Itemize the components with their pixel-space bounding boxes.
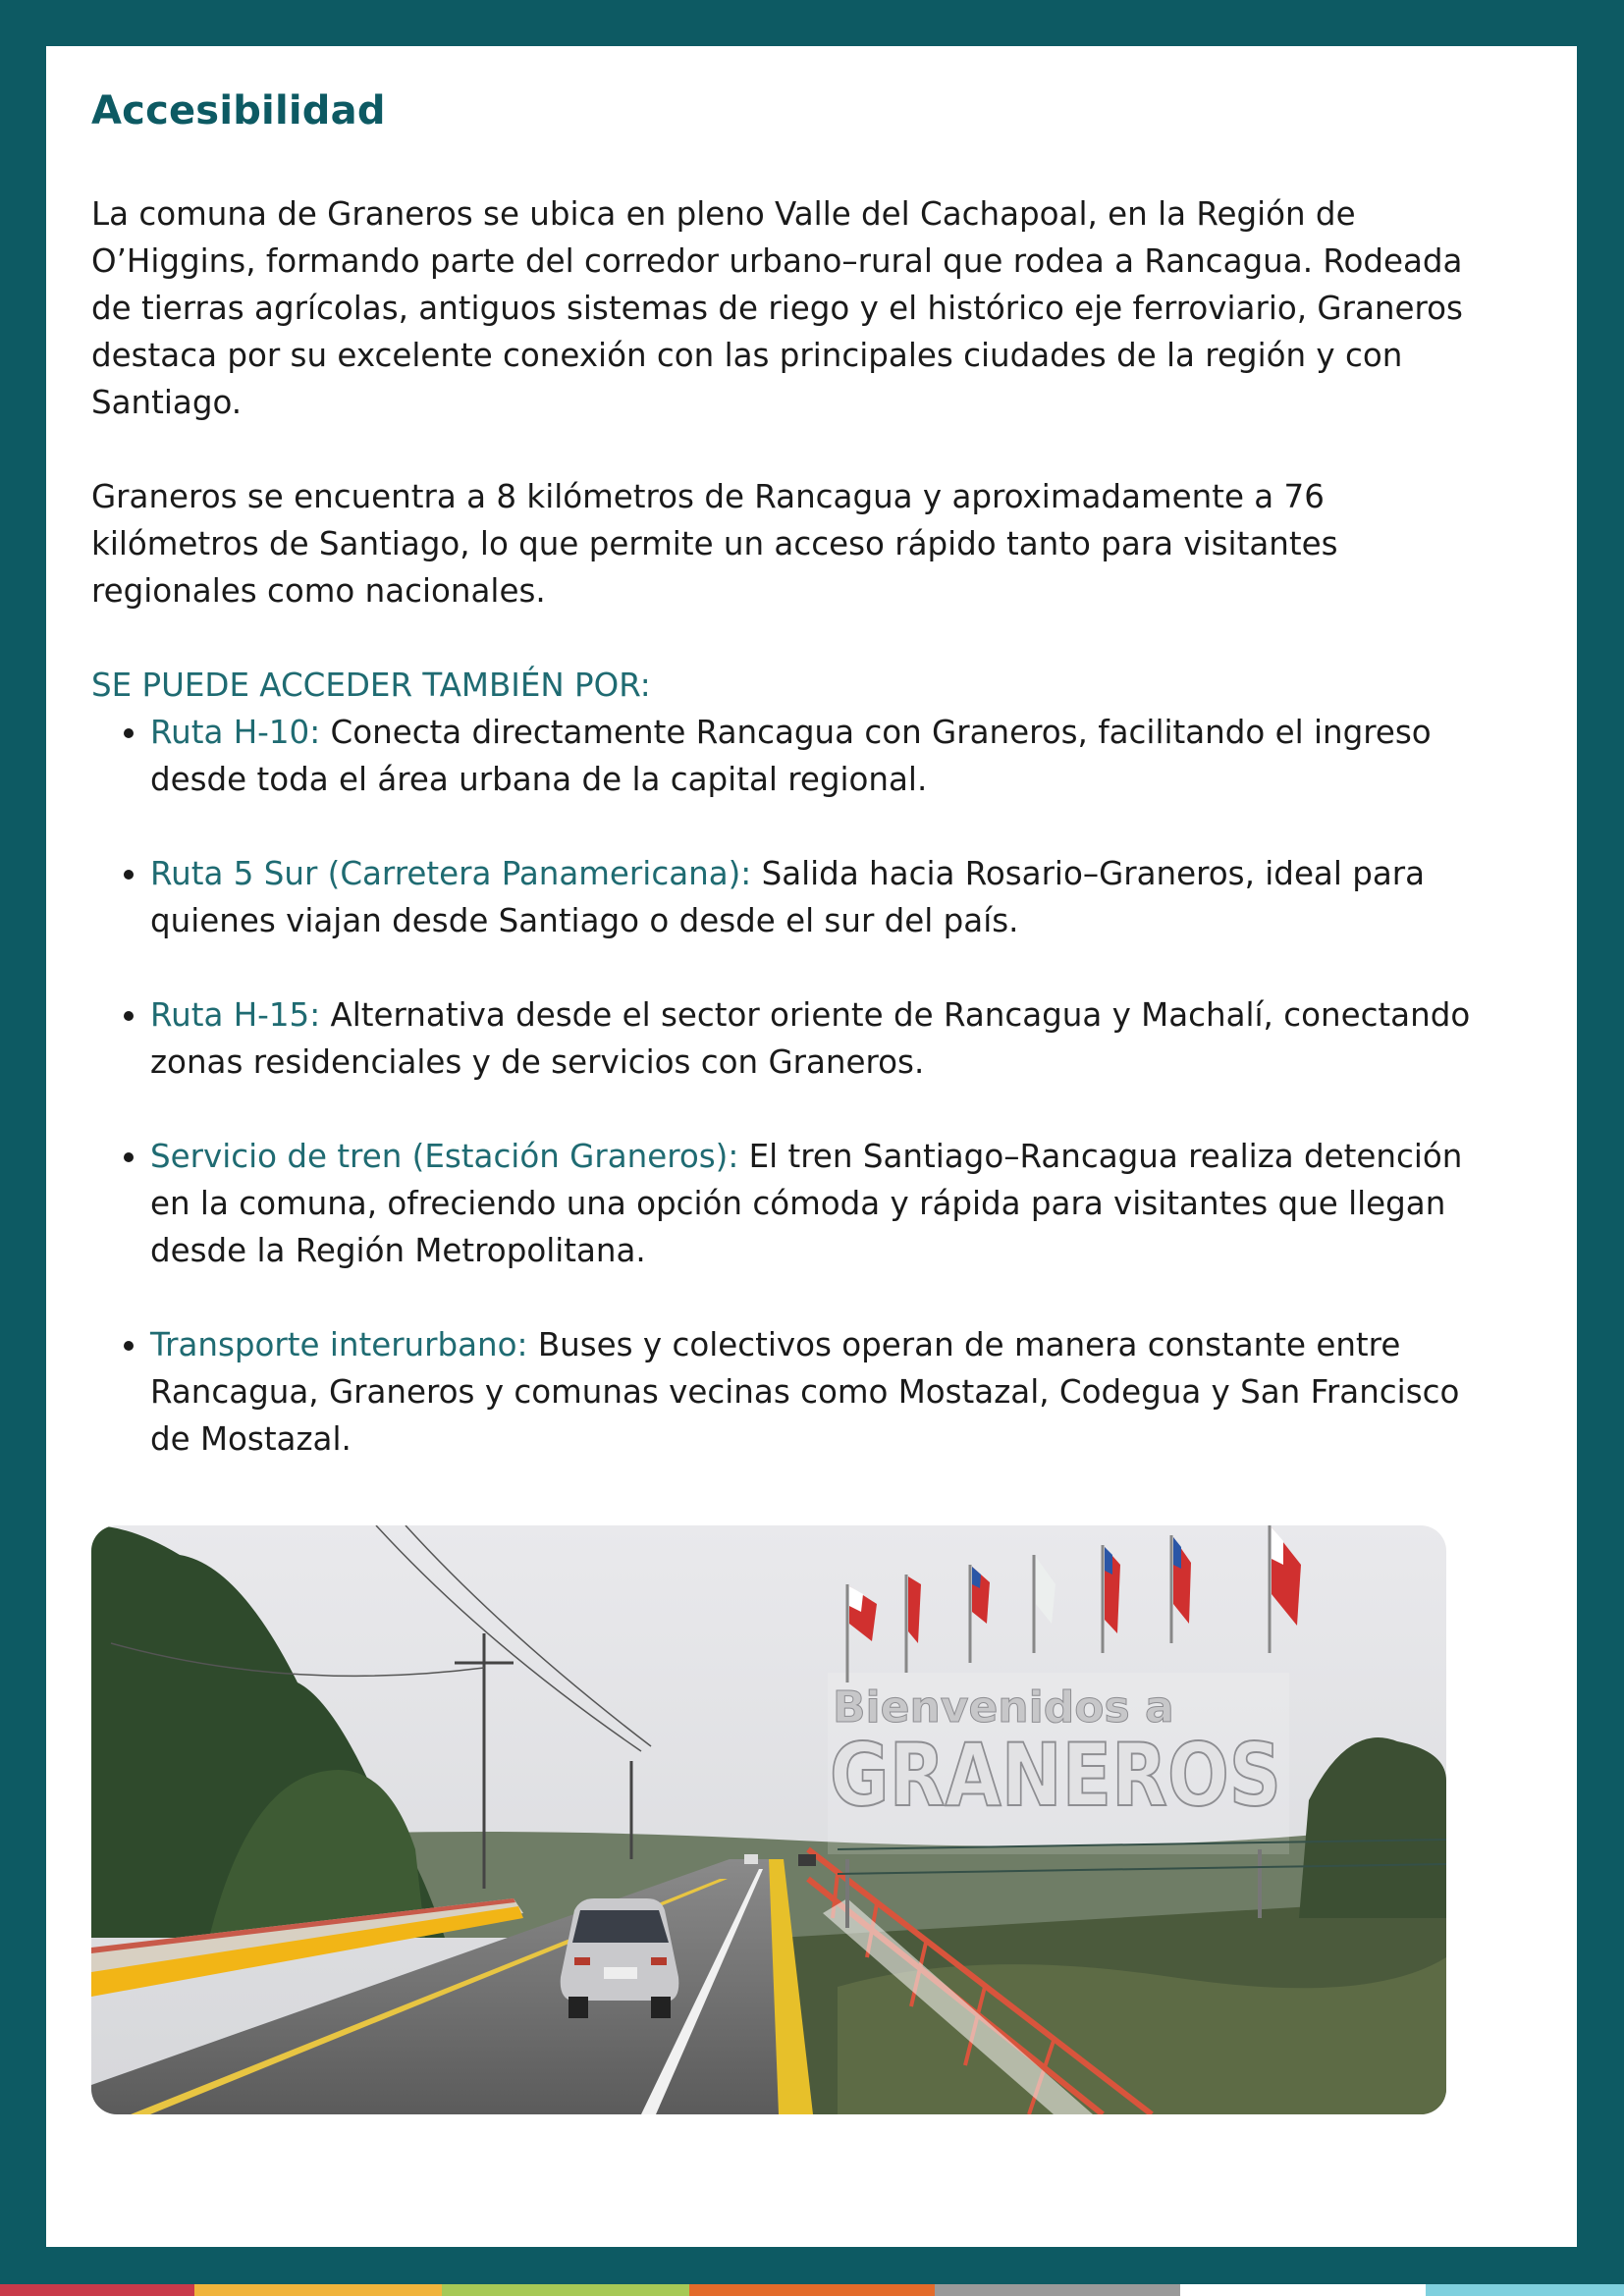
route-description: Conecta directamente Rancagua con Graneros, facilitando el ingreso desde toda el área urbana de la capital regional. <box>150 714 1432 798</box>
distance-paragraph: Graneros se encuentra a 8 kilómetros de Rancagua y aproximadamente a 76 kilómetros de Santiago, lo que permite un acceso rápido tanto para visitantes regionales como nacionales. <box>91 478 1338 610</box>
route-description: El tren Santiago–Rancagua realiza detención en la comuna, ofreciendo una opción cómoda y rápida para visitantes que llegan desde la Región Metropolitana. <box>150 1138 1463 1269</box>
route-description: Salida hacia Rosario–Graneros, ideal para quienes viajan desde Santiago o desde el sur del país. <box>150 855 1426 939</box>
list-item <box>150 1133 1486 1274</box>
stripe <box>0 2284 194 2296</box>
route-description: Buses y colectivos operan de manera constante entre Rancagua, Graneros y comunas vecinas como Mostazal, Codegua y San Francisco de Mostazal. <box>150 1326 1460 1458</box>
list-item <box>150 991 1486 1086</box>
distant-car <box>744 1854 758 1864</box>
route-term: Transporte interurbano: <box>150 1326 528 1363</box>
stripe <box>1426 2284 1624 2296</box>
access-list <box>91 709 1486 1463</box>
car <box>561 1898 679 2018</box>
stripe <box>1180 2284 1426 2296</box>
list-item <box>150 709 1486 803</box>
page-title: Accesibilidad <box>91 88 386 133</box>
footer-color-stripes <box>0 2284 1624 2296</box>
route-term: Servicio de tren (Estación Graneros): <box>150 1138 739 1175</box>
content <box>91 88 1486 1510</box>
sign-line-2: GRANEROS <box>830 1725 1281 1826</box>
access-subheading: SE PUEDE ACCEDER TAMBIÉN POR: <box>91 667 651 704</box>
stripe <box>194 2284 442 2296</box>
graneros-entrance-photo <box>91 1525 1446 2114</box>
route-term: Ruta 5 Sur (Carretera Panamericana): <box>150 855 752 892</box>
list-item <box>150 850 1486 944</box>
photo-illustration <box>91 1525 1446 2114</box>
route-description: Alternativa desde el sector oriente de Rancagua y Machalí, conectando zonas residenciales y de servicios con Graneros. <box>150 996 1471 1081</box>
route-term: Ruta H-15: <box>150 996 321 1034</box>
stripe <box>442 2284 689 2296</box>
route-term: Ruta H-10: <box>150 714 321 751</box>
sign-line-1: Bienvenidos a <box>833 1682 1174 1733</box>
intro-paragraph: La comuna de Graneros se ubica en pleno Valle del Cachapoal, en la Región de O’Higgins, formando parte del corredor urbano–rural que rodea a Rancagua. Rodeada de tierras agrícolas, antiguos sistemas de riego y el histórico eje ferroviario, Graneros destaca por su excelente conexión con las principales ciudades de la región y con Santiago. <box>91 195 1463 421</box>
list-item <box>150 1321 1486 1463</box>
stripe <box>935 2284 1180 2296</box>
stripe <box>689 2284 935 2296</box>
